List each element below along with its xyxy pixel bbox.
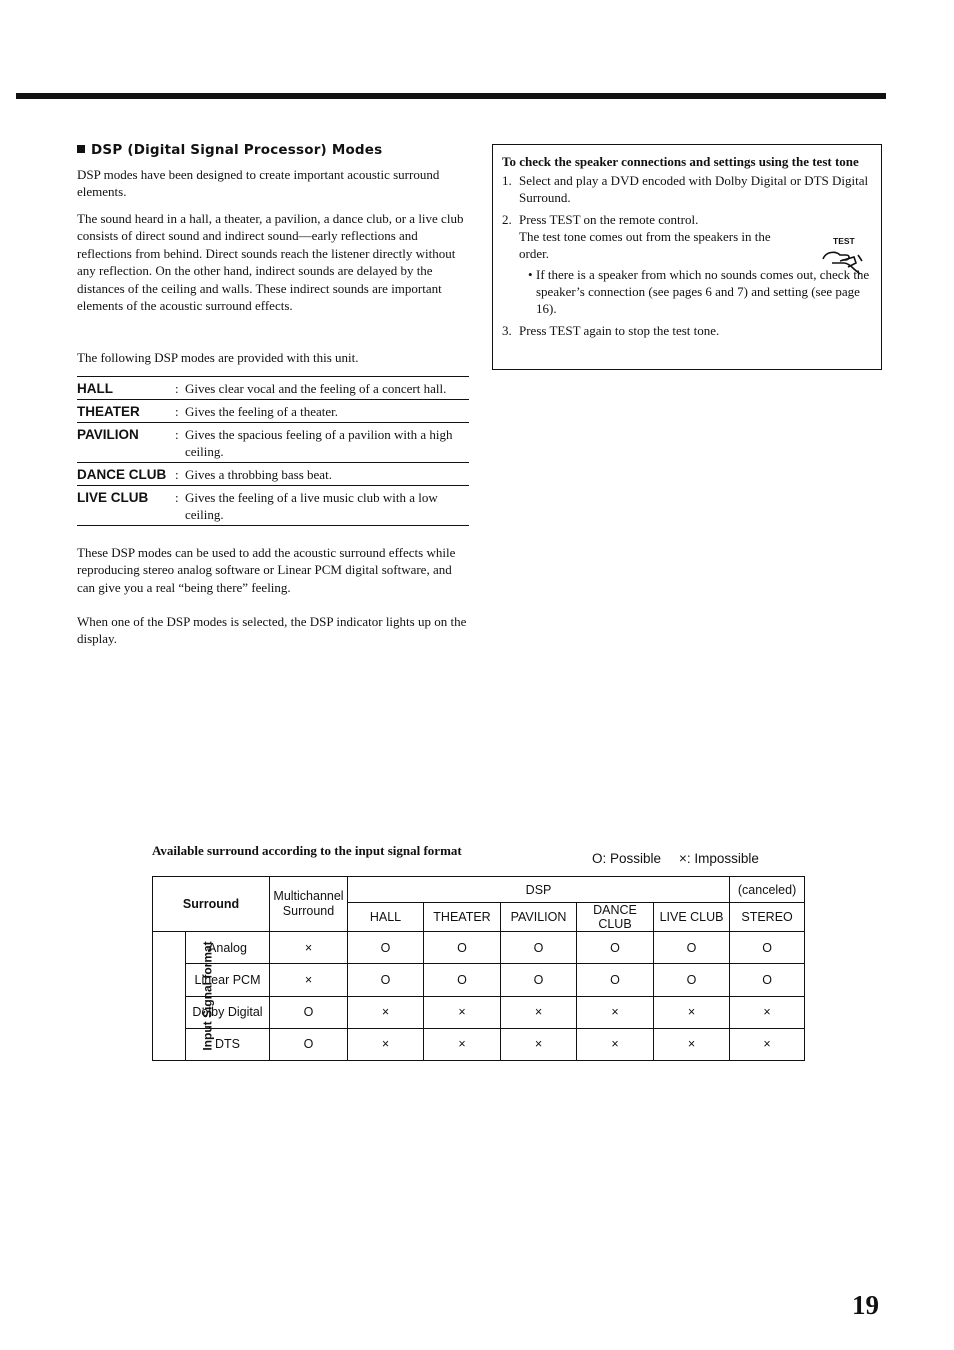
table-cell: × bbox=[424, 996, 501, 1028]
table-cell: O bbox=[577, 932, 654, 964]
modes-intro-paragraph: The following DSP modes are provided with this unit. bbox=[77, 350, 359, 365]
table-cell: × bbox=[270, 964, 348, 996]
table-cell: O bbox=[424, 932, 501, 964]
square-bullet-icon bbox=[77, 145, 85, 153]
table-cell: × bbox=[501, 996, 577, 1028]
test-step: 3. Press TEST again to stop the test tone. bbox=[502, 323, 720, 338]
table-cell: × bbox=[424, 1028, 501, 1060]
intro-paragraph: DSP modes have been designed to create important acoustic surround elements. bbox=[77, 167, 440, 200]
availability-table bbox=[152, 876, 805, 1061]
table-cell: O bbox=[501, 932, 577, 964]
mode-name: PAVILION bbox=[77, 427, 139, 442]
row-label: Analog bbox=[186, 932, 270, 964]
row-label: Dolby Digital bbox=[186, 996, 270, 1028]
sound-paragraph: The sound heard in a hall, a theater, a pavilion, a dance club, or a live club consists of direct sound and indirect sound—early reflections and reflections from behind. Direct sounds reach the listener directly without any reflection. On the other hand, indirect sounds are delayed by the distances of the ceiling and walls. These indirect sounds are important elements of the acoustic surround effects. bbox=[77, 211, 464, 314]
dsp-header: DSP bbox=[348, 877, 730, 903]
canceled-header: (canceled) bbox=[730, 877, 805, 903]
table-cell: O bbox=[730, 932, 805, 964]
column-header: THEATER bbox=[424, 903, 501, 932]
mode-description: Gives the spacious feeling of a pavilion with a high ceiling. bbox=[185, 427, 453, 459]
mode-description: Gives the feeling of a live music club with a low ceiling. bbox=[185, 490, 438, 522]
table-cell: O bbox=[424, 964, 501, 996]
table-cell: O bbox=[730, 964, 805, 996]
table-cell: × bbox=[730, 1028, 805, 1060]
table-cell: × bbox=[654, 996, 730, 1028]
legend-impossible: ×: Impossible bbox=[679, 851, 759, 866]
mode-row-hall: HALL : Gives clear vocal and the feeling of a concert hall. bbox=[77, 376, 469, 399]
finger-press-icon bbox=[820, 245, 866, 277]
table-cell: O bbox=[654, 964, 730, 996]
column-header: LIVE CLUB bbox=[654, 903, 730, 932]
table-cell: × bbox=[348, 996, 424, 1028]
availability-title: Available surround according to the input signal format bbox=[152, 843, 462, 858]
mode-row-dance-club: DANCE CLUB : Gives a throbbing bass beat. bbox=[77, 462, 469, 485]
multichannel-header: Multichannel Surround bbox=[270, 877, 348, 932]
test-tone-title: To check the speaker connections and settings using the test tone bbox=[502, 154, 859, 169]
mode-name: THEATER bbox=[77, 404, 140, 419]
table-cell: × bbox=[348, 1028, 424, 1060]
row-label: DTS bbox=[186, 1028, 270, 1060]
surround-header: Surround bbox=[153, 877, 270, 932]
table-cell: O bbox=[348, 932, 424, 964]
table-cell: O bbox=[654, 932, 730, 964]
test-step: 1. Select and play a DVD encoded with Dolby Digital or DTS Digital Surround. bbox=[502, 173, 869, 205]
column-header: HALL bbox=[348, 903, 424, 932]
table-cell: O bbox=[270, 1028, 348, 1060]
test-tone-box bbox=[492, 144, 882, 370]
table-cell: × bbox=[577, 996, 654, 1028]
table-cell: O bbox=[577, 964, 654, 996]
test-step-note: • If there is a speaker from which no sounds comes out, check the speaker’s connection (see pages 6 and 7) and setting (see page 16). bbox=[528, 267, 870, 316]
row-label: Linear PCM bbox=[186, 964, 270, 996]
mode-description: Gives a throbbing bass beat. bbox=[185, 467, 332, 482]
top-rule bbox=[16, 93, 886, 99]
table-cell: × bbox=[270, 932, 348, 964]
legend-possible: O: Possible bbox=[592, 851, 662, 866]
column-header: STEREO bbox=[730, 903, 805, 932]
mode-name: DANCE CLUB bbox=[77, 467, 167, 482]
mode-name: LIVE CLUB bbox=[77, 490, 149, 505]
test-tone-steps bbox=[502, 172, 871, 339]
availability-legend bbox=[592, 851, 759, 866]
mode-name: HALL bbox=[77, 381, 113, 396]
table-cell: O bbox=[270, 996, 348, 1028]
column-header: DANCE CLUB bbox=[577, 903, 654, 932]
table-cell: × bbox=[730, 996, 805, 1028]
table-cell: O bbox=[348, 964, 424, 996]
section-heading-text: DSP (Digital Signal Processor) Modes bbox=[91, 142, 383, 158]
mode-row-pavilion: PAVILION : Gives the spacious feeling of a pavilion with a high ceiling. bbox=[77, 422, 469, 462]
page-number: 19 bbox=[852, 1290, 879, 1320]
test-step: 2. Press TEST on the remote control. The test tone comes out from the speakers in the order. bbox=[502, 212, 771, 261]
mode-description: Gives the feeling of a theater. bbox=[185, 404, 339, 419]
mode-description: Gives clear vocal and the feeling of a concert hall. bbox=[185, 381, 447, 396]
test-bullet-text: If there is a speaker from which no sounds comes out, check the speaker’s connection (see pages 6 and 7) and setting (see page 16). bbox=[536, 267, 870, 316]
usage-paragraph: These DSP modes can be used to add the acoustic surround effects while reproducing stereo analog software or Linear PCM digital software, and can give you a real “being there” feeling. bbox=[77, 545, 456, 595]
section-heading bbox=[77, 142, 457, 158]
mode-row-live-club: LIVE CLUB : Gives the feeling of a live music club with a low ceiling. bbox=[77, 485, 469, 525]
mode-row-theater: THEATER : Gives the feeling of a theater. bbox=[77, 399, 469, 422]
indicator-paragraph: When one of the DSP modes is selected, the DSP indicator lights up on the display. bbox=[77, 614, 467, 647]
column-header: PAVILION bbox=[501, 903, 577, 932]
input-signal-format-label: Input Signal format bbox=[153, 932, 186, 1061]
table-cell: × bbox=[501, 1028, 577, 1060]
table-cell: × bbox=[654, 1028, 730, 1060]
table-cell: O bbox=[501, 964, 577, 996]
dsp-modes-list bbox=[77, 376, 469, 526]
test-button-label: TEST bbox=[833, 236, 855, 246]
table-cell: × bbox=[577, 1028, 654, 1060]
